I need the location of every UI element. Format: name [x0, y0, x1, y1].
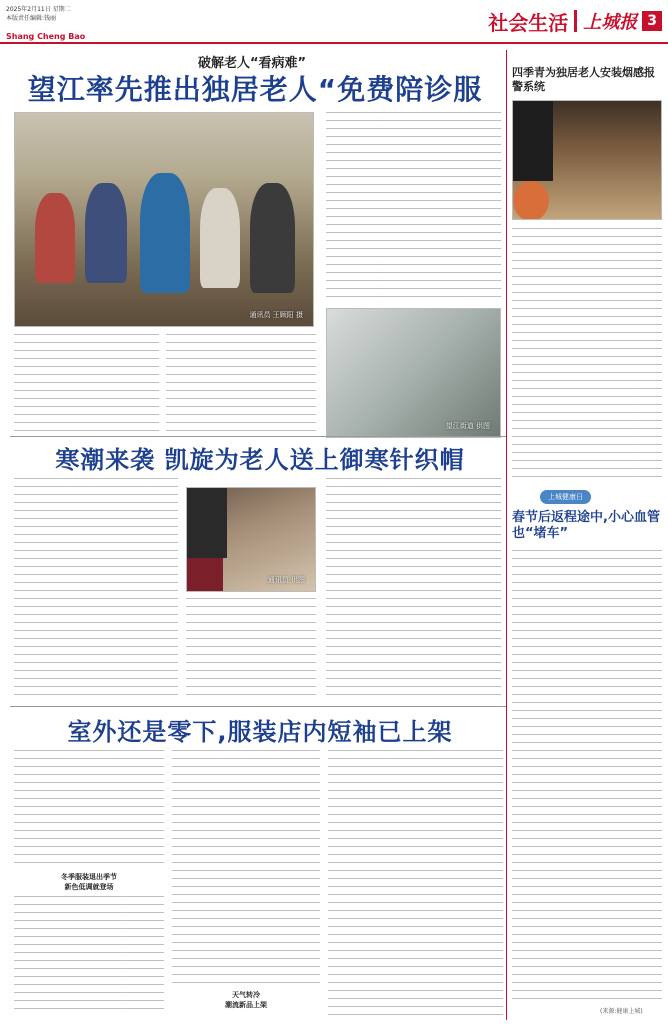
editor-line: 本版责任编辑:钱丽: [6, 15, 57, 22]
right-article1-body: [512, 228, 662, 478]
photo-figure: [200, 188, 240, 288]
date-line: 2025年2月11日 星期二: [6, 6, 71, 13]
section-name: 社会生活: [488, 10, 569, 35]
photo-caption: 通讯员 王顾阳 摄: [249, 311, 303, 319]
article3-body-col3: [328, 750, 503, 1016]
photo-figure: [140, 173, 190, 293]
article2-body-col2: [186, 598, 316, 700]
photo-figure: [85, 183, 127, 283]
article3-body-col2: [172, 750, 320, 986]
section-divider: [10, 706, 506, 707]
header-rule: [0, 42, 668, 44]
english-name: Shang Cheng Bao: [6, 32, 86, 41]
right-article2-title: 春节后返程途中,小心血管也“堵车”: [512, 510, 660, 541]
header-masthead: [488, 3, 662, 39]
header-meta: [6, 5, 71, 23]
right-article2-body: [512, 550, 662, 1000]
brand-name: 上城报: [583, 12, 638, 33]
article2-body-col3: [326, 478, 501, 700]
right-article1-title: 四季青为独居老人安装烟感报警系统: [512, 66, 655, 93]
article3-body-col1b: [14, 896, 164, 1016]
article3-subhead2: 天气转冷 潮流新品上架: [225, 991, 267, 1009]
article3-body-col1: [14, 750, 164, 868]
right-article1-photo: [512, 100, 662, 220]
masthead-divider: [574, 10, 577, 32]
photo-caption: 通讯员 供图: [267, 576, 305, 584]
article3-subhead: 冬季服装退出季节 新色低调就登场: [61, 873, 117, 891]
article2-photo: [186, 487, 316, 592]
photo-figure: [250, 183, 295, 293]
article1-body-col2: [166, 334, 316, 432]
article3-headline: 室外还是零下,服装店内短袖已上架: [67, 718, 453, 746]
photo-figure: [513, 101, 553, 181]
article1-body-col1: [14, 334, 159, 432]
photo-figure: [35, 193, 75, 283]
article1-headline: 望江率先推出独居老人“免费陪诊服: [27, 73, 483, 106]
health-badge: 上城健康日: [540, 490, 591, 504]
photo-figure: [187, 488, 227, 558]
page-header: [0, 0, 668, 44]
article1-side-photo: [326, 308, 501, 438]
article2-body-col1: [14, 478, 178, 700]
side-photo-caption: 望江街道 供图: [445, 422, 490, 430]
photo-figure: [513, 181, 549, 220]
column-divider: [506, 50, 507, 1020]
section-divider: [10, 436, 506, 437]
photo-figure: [187, 558, 223, 592]
article1-photo: [14, 112, 314, 327]
page-number: 3: [642, 11, 662, 31]
article1-kicker: 破解老人“看病难”: [197, 56, 307, 71]
article1-body-right: [326, 112, 501, 304]
right-article2-credit: (来源:健康上城): [600, 1008, 643, 1015]
article2-headline: 寒潮来袭 凯旋为老人送上御寒针织帽: [55, 446, 465, 474]
